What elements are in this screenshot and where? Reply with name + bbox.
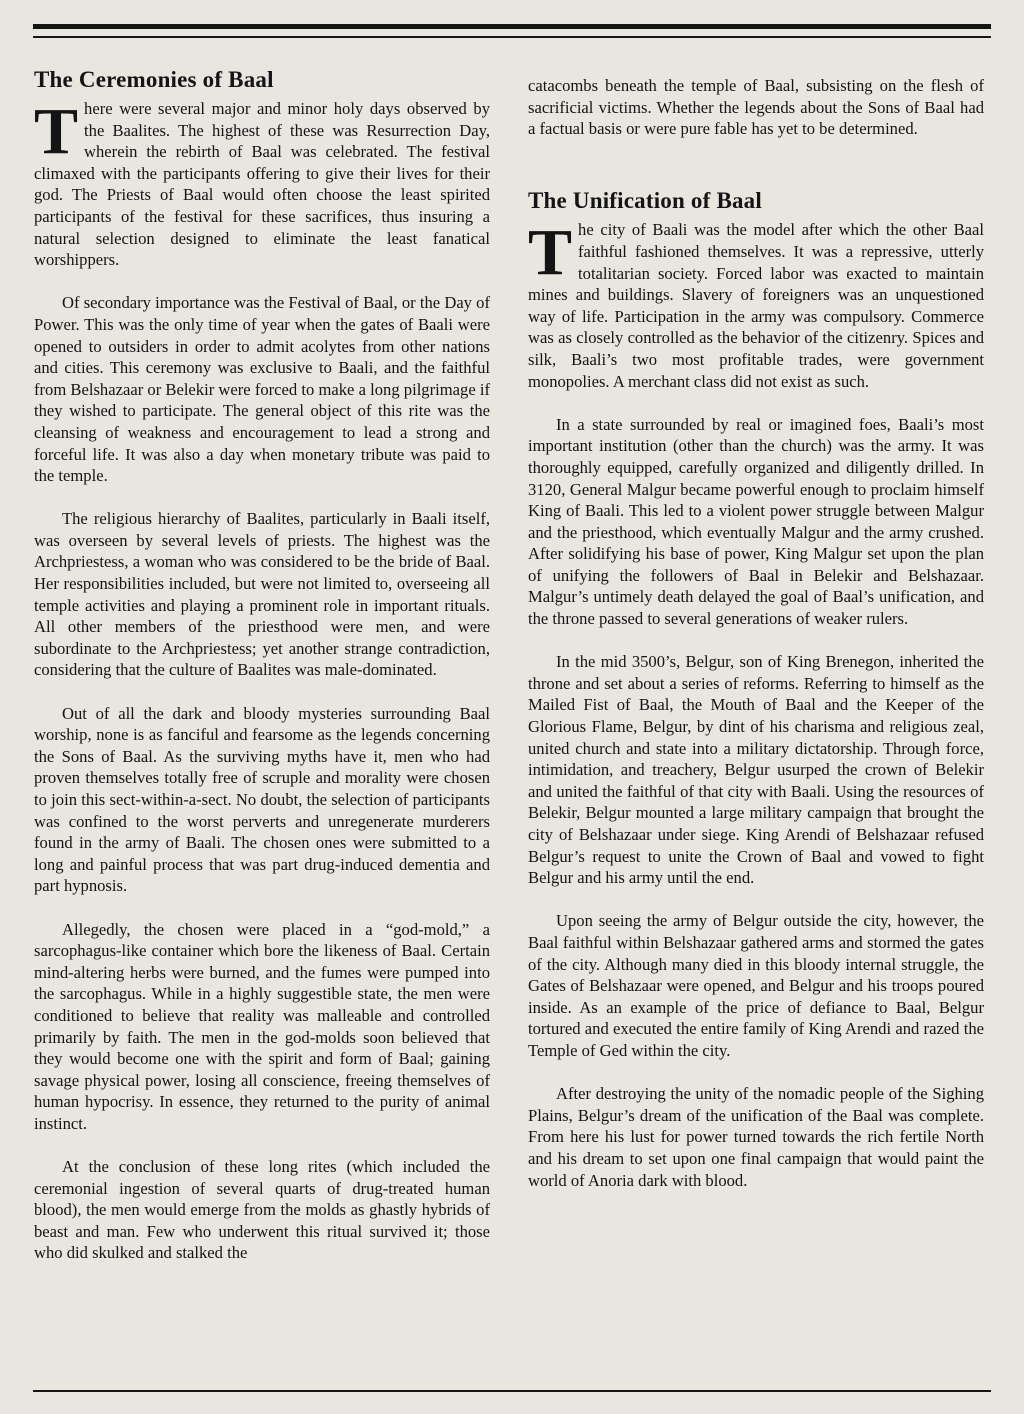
top-rule-thin xyxy=(33,36,991,38)
paragraph: After destroying the unity of the nomadic people of the Sighing Plains, Belgur’s dream of the unification of the Baal was complete. From here his lust for power turned towards the rich fertile North and his dream to set upon one final campaign that would paint the world of Anoria dark with blood. xyxy=(528,1084,984,1190)
paragraph: Allegedly, the chosen were placed in a “god-mold,” a sarcophagus-like container which bore the likeness of Baal. Certain mind-altering herbs were burned, and the fumes were pumped into the sarcophagus. While in a highly suggestible state, the men were conditioned to believe that reality was malleable and controlled primarily by faith. The men in the god-molds soon believed that they would become one with the spirit and form of Baal; gaining savage physical power, losing all conscience, freeing themselves of human hypocrisy. In essence, they returned to the purity of animal instinct. xyxy=(34,919,490,1133)
paragraph: Of secondary importance was the Festival of Baal, or the Day of Power. This was the only time of year when the gates of Baali were opened to outsiders in order to admit acolytes from other nations and cities. This ceremony was exclusive to Baali, and the faithful from Belshazaar or Belekir were forced to make a long pilgrimage if they wished to participate. The general object of this rite was the cleansing of weakness and encouragement to lead a strong and forceful life. It was also a day when monetary tribute was paid to the temple. xyxy=(34,293,490,486)
drop-cap: T xyxy=(34,95,79,168)
intro-paragraph xyxy=(528,216,984,392)
heading-spacer xyxy=(528,161,984,187)
section-heading-unification: The Unification of Baal xyxy=(528,188,762,214)
paragraph: The religious hierarchy of Baalites, particularly in Baali itself, was overseen by several levels of priests. The highest was the Archpriestess, a woman who was considered to be the bride of Baal. Her responsibilities included, but were not limited to, overseeing all temple activities and playing a prominent role in important rituals. All other members of the priesthood were men, and were subordinate to the Archpriestess; yet another strange contradiction, considering that the culture of Baalites was male-dominated. xyxy=(34,509,490,680)
paragraph: At the conclusion of these long rites (which included the ceremonial ingestion of several quarts of drug-treated human blood), the men would emerge from the molds as ghastly hybrids of beast and man. Few who underwent this ritual survived it; those who did skulked and stalked the xyxy=(34,1157,490,1263)
drop-cap: T xyxy=(528,216,573,290)
paragraph: In the mid 3500’s, Belgur, son of King Brenegon, inherited the throne and set about a series of reforms. Referring to himself as the Mailed Fist of Baal, the Mouth of Baal and the Keeper of the Glorious Flame, Belgur, by dint of his charisma and religious zeal, united church and state into a military dictatorship. Through force, intimidation, and treachery, Belgur usurped the crown of Belekir and united the faithful of that city with Baali. Using the resources of Belekir, Belgur mounted a large military campaign that brought the city of Belshazaar under siege. King Arendi of Belshazaar refused Belgur’s request to unite the Crown of Baal and vowed to fight Belgur and his army until the end. xyxy=(528,652,984,888)
paragraph: In a state surrounded by real or imagined foes, Baali’s most important institution (other than the church) was the army. It was thoroughly equipped, carefully organized and diligently drilled. In 3120, General Malgur became powerful enough to proclaim himself King of Baali. This led to a violent power struggle between Malgur and the priesthood, which eventually Malgur and the army crushed. After solidifying his base of power, King Malgur set upon the plan of unifying the followers of Baal in Belekir and Belshazaar. Malgur’s untimely death delayed the goal of Baal’s unification, and the throne passed to several generations of weaker rulers. xyxy=(528,414,984,629)
intro-paragraph xyxy=(34,95,490,271)
intro-text: here were several major and minor holy days observed by the Baalites. The highest of these was Resurrection Day, wherein the rebirth of Baal was celebrated. The festival climaxed with the participants offering to give their lives for their god. The Priests of Baal would often choose the least spirited participants of the festival for these sacrifices, thus insuring a natural selection designed to eliminate the least fanatical worshippers. xyxy=(34,99,490,270)
continued-paragraph: catacombs beneath the temple of Baal, subsisting on the flesh of sacrificial victims. Whether the legends about the Sons of Baal had a factual basis or were pure fable has yet to be determined. xyxy=(528,76,984,139)
paragraph: Out of all the dark and bloody mysteries surrounding Baal worship, none is as fanciful and fearsome as the legends concerning the Sons of Baal. As the surviving myths have it, men who had proven themselves totally free of scruple and morality were chosen to join this sect-within-a-sect. No doubt, the selection of participants was confined to the worst perverts and unregenerate murderers found in the army of Baali. The chosen ones were submitted to a long and painful process that was part drug-induced dementia and part hypnosis. xyxy=(34,703,490,896)
right-column xyxy=(528,75,984,1213)
top-rule-thick xyxy=(33,24,991,29)
bottom-rule xyxy=(33,1390,991,1392)
section-heading-ceremonies: The Ceremonies of Baal xyxy=(34,67,274,92)
left-column xyxy=(34,66,490,1286)
paragraph: Upon seeing the army of Belgur outside the city, however, the Baal faithful within Belshazaar gathered arms and stormed the gates of the city. Although many died in this bloody internal struggle, the Gates of Belshazaar were opened, and Belgur and his troops poured inside. As an example of the price of defiance to Baal, Belgur tortured and executed the entire family of King Arendi and razed the Temple of Ged within the city. xyxy=(528,911,984,1060)
intro-text: he city of Baali was the model after which the other Baal faithful fashioned themselves. It was a repressive, utterly totalitarian society. Forced labor was exacted to maintain mines and buildings. Slavery of foreigners was an unquestioned way of life. Participation in the army was compulsory. Commerce was as closely controlled as the behavior of the citizenry. Spices and silk, Baali’s two most profitable trades, were government monopolies. A merchant class did not exist as such. xyxy=(528,220,984,391)
